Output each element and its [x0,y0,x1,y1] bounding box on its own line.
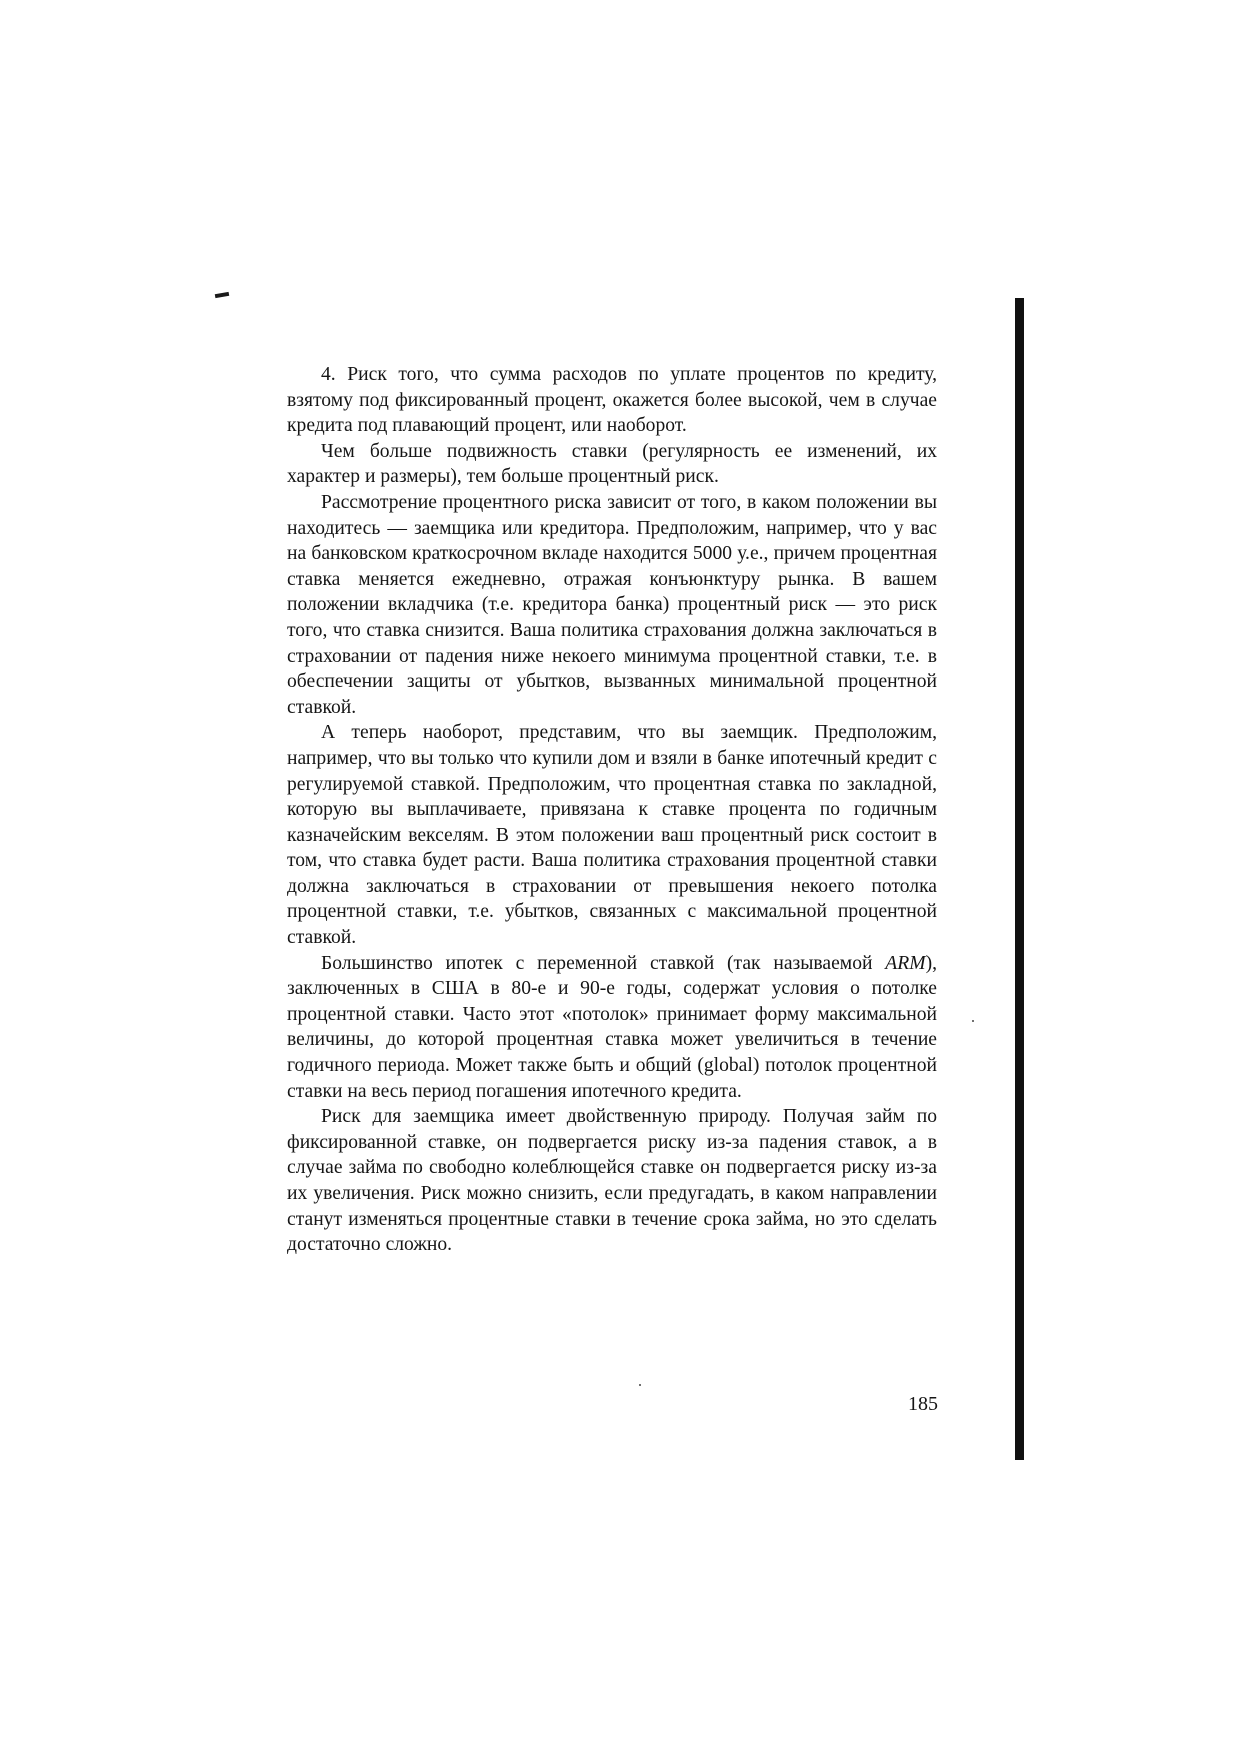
paragraph: Чем больше подвижность ставки (регулярность ее изменений, их характер и размеры), тем больше процентный риск. [287,440,937,488]
paragraph-text: ), заключенных в США в 80-е и 90-е годы, содержат условия о потолке процентной ставки. Часто этот «потолок» принимает форму максимальной величины, до которой процентная ставка может увеличиться в течение годичного периода. Может также быть и общий (global) потолок процентной ставки на весь период погашения ипотечного кредита. [287,952,937,1102]
scan-speck [972,1020,974,1022]
scan-artifact-mark [215,292,229,298]
paragraph-text: Большинство ипотек с переменной ставкой (так называемой [321,952,886,974]
paragraph [287,951,937,1105]
paragraph: 4. Риск того, что сумма расходов по уплате процентов по кредиту, взятому под фиксированный процент, окажется более высокой, чем в случае кредита под плавающий процент, или наоборот. [287,364,937,437]
body-text [287,362,937,1258]
scan-edge-shadow [1015,298,1024,1460]
paragraph: А теперь наоборот, представим, что вы заемщик. Предположим, например, что вы только что купили дом и взяли в банке ипотечный кредит с регулируемой ставкой. Предположим, что процентная ставка по закладной, которую вы выплачиваете, привязана к ставке процента по годичным казначейским векселям. В этом положении ваш процентный риск состоит в том, что ставка будет расти. Ваша политика страхования процентной ставки должна заключаться в страховании от превышения некоего потолка процентной ставки, т.е. убытков, связанных с максимальной процентной ставкой. [287,722,937,949]
scan-speck [639,1384,641,1386]
paragraph: Рассмотрение процентного риска зависит от того, в каком положении вы находитесь — заемщика или кредитора. Предположим, например, что у вас на банковском краткосрочном вкладе находится 5000 у.е., причем процентная ставка меняется ежедневно, отражая конъюнктуру рынка. В вашем положении вкладчика (т.е. кредитора банка) процентный риск — это риск того, что ставка снизится. Ваша политика страхования должна заключаться в страховании от падения ниже некоего минимума процентной ставки, т.е. в обеспечении защиты от убытков, вызванных минимальной процентной ставкой. [287,491,937,718]
paragraph: Риск для заемщика имеет двойственную природу. Получая займ по фиксированной ставке, он подвергается риску из-за падения ставок, а в случае займа по свободно колеблющейся ставке он подвергается риску из-за их увеличения. Риск можно снизить, если предугадать, в каком направлении станут изменяться процентные ставки в течение срока займа, но это сделать достаточно сложно. [287,1106,937,1256]
abbreviation-arm: ARM [885,952,926,974]
page-number: 185 [908,1393,938,1415]
